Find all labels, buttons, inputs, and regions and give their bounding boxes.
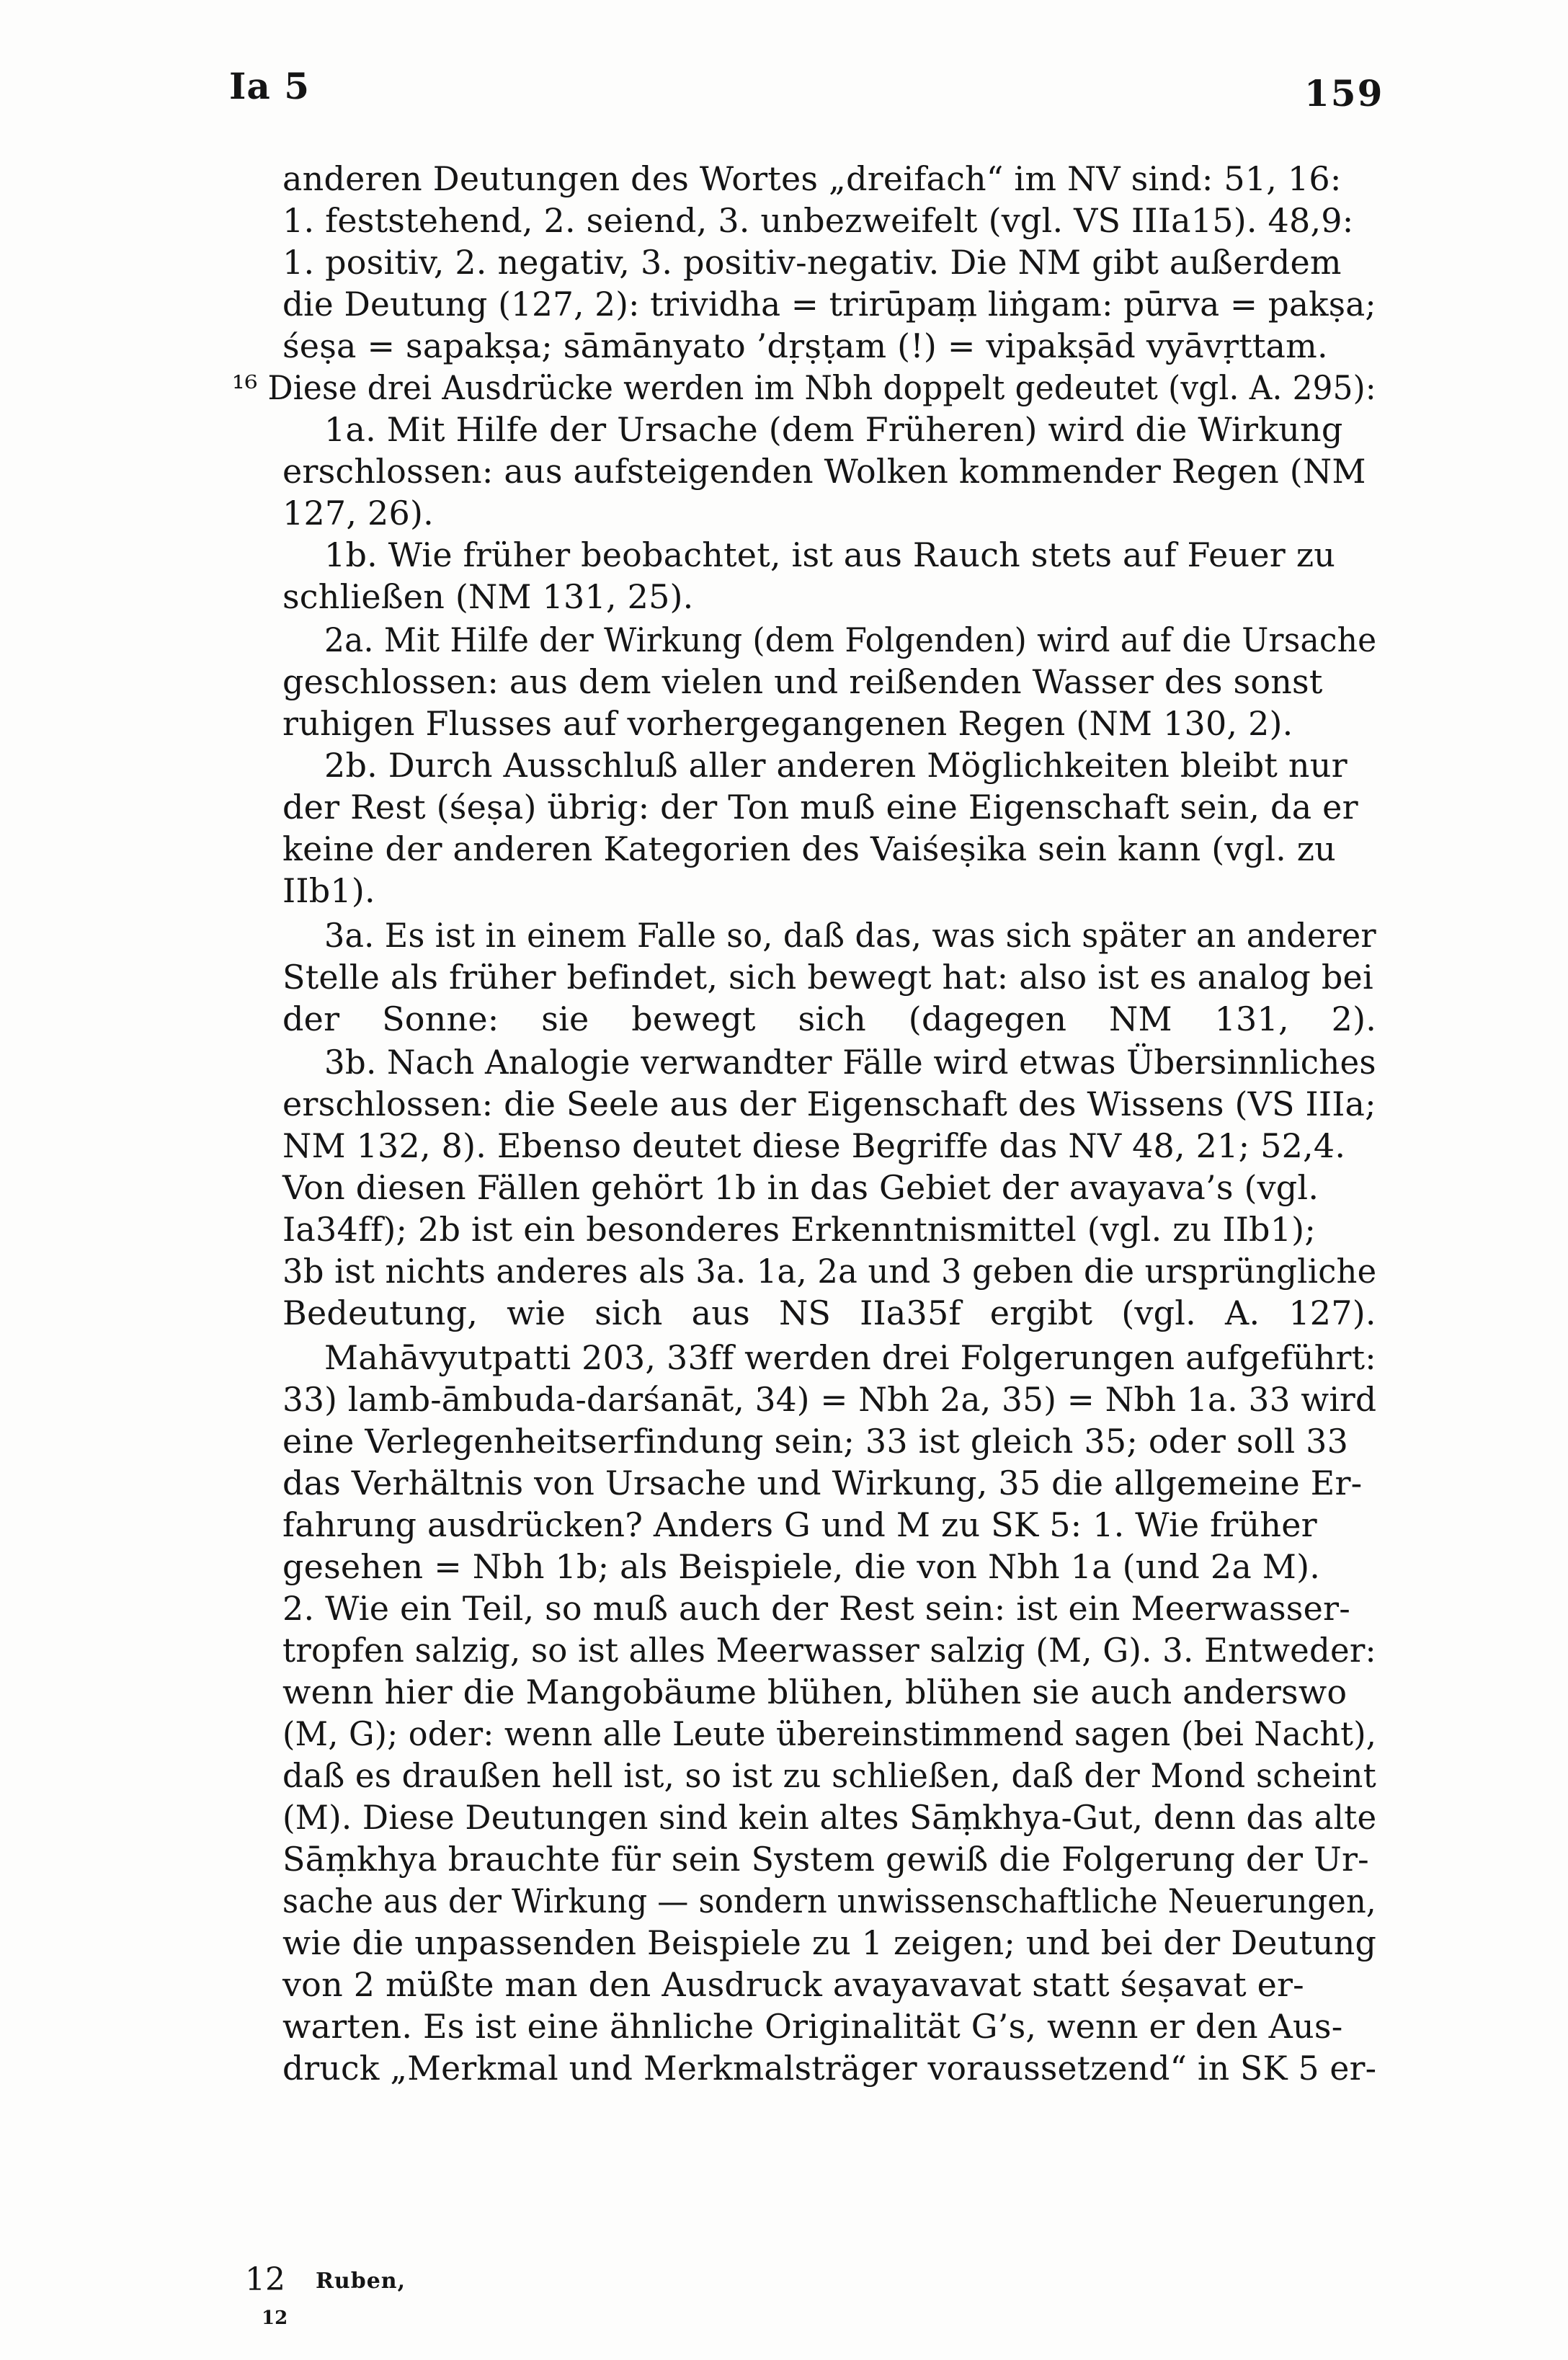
text-line-34: gesehen = Nbh 1b; als Beispiele, die von Nbh 1a (und 2a M). [282, 1547, 1321, 1586]
text-line-20: Stelle als früher befindet, sich bewegt hat: also ist es analog bei [282, 958, 1373, 997]
bottom-mark: 12 [262, 2307, 288, 2329]
text-line-42: sache aus der Wirkung — sondern unwissenschaftliche Neuerungen, [282, 1882, 1376, 1920]
text-line-14: ruhigen Flusses auf vorhergegangenen Regen (NM 130, 2). [282, 704, 1293, 743]
text-line-32: das Verhältnis von Ursache und Wirkung, 35 die allgemeine Er- [282, 1464, 1363, 1502]
text-line-1: anderen Deutungen des Wortes „dreifach“ im NV sind: 51, 16: [282, 159, 1342, 198]
text-line-24: NM 132, 8). Ebenso deutet diese Begriffe das NV 48, 21; 52,4. [282, 1126, 1346, 1165]
text-line-36: tropfen salzig, so ist alles Meerwasser salzig (M, G). 3. Entweder: [282, 1631, 1376, 1670]
text-line-3: 1. positiv, 2. negativ, 3. positiv-negativ. Die NM gibt außerdem [282, 243, 1342, 282]
text-line-5: śeṣa = sapakṣa; sāmānyato ’dṛṣṭam (!) = vipakṣād vyāvṛttam. [282, 326, 1328, 365]
text-line-18: IIb1). [282, 871, 375, 910]
page-number: 159 [1304, 72, 1384, 115]
text-line-26: Ia34ff); 2b ist ein besonderes Erkenntnismittel (vgl. zu IIb1); [282, 1210, 1317, 1249]
text-line-2: 1. feststehend, 2. seiend, 3. unbezweifelt (vgl. VS IIIa15). 48,9: [282, 201, 1354, 240]
text-line-25: Von diesen Fällen gehört 1b in das Gebiet der avayava’s (vgl. [282, 1168, 1319, 1207]
text-line-30: 33) lamb-āmbuda-darśanāt, 34) = Nbh 2a, 35) = Nbh 1a. 33 wird [282, 1380, 1377, 1419]
text-line-9: 127, 26). [282, 494, 434, 533]
text-line-13: geschlossen: aus dem vielen und reißenden Wasser des sonst [282, 662, 1323, 701]
text-line-19: 3a. Es ist in einem Falle so, daß das, was sich später an anderer [324, 916, 1376, 955]
text-line-15: 2b. Durch Ausschluß aller anderen Möglichkeiten bleibt nur [324, 746, 1348, 785]
text-line-43: wie die unpassenden Beispiele zu 1 zeigen; und bei der Deutung [282, 1923, 1377, 1962]
text-line-38: (M, G); oder: wenn alle Leute übereinstimmend sagen (bei Nacht), [282, 1714, 1377, 1753]
text-line-33: fahrung ausdrücken? Anders G und M zu SK 5: 1. Wie früher [282, 1505, 1317, 1544]
text-line-41: Sāṃkhya brauchte für sein System gewiß die Folgerung der Ur- [282, 1840, 1369, 1879]
text-line-7: 1a. Mit Hilfe der Ursache (dem Früheren) wird die Wirkung [324, 410, 1343, 449]
text-line-22: 3b. Nach Analogie verwandter Fälle wird etwas Übersinnliches [324, 1043, 1376, 1082]
text-line-11: schließen (NM 131, 25). [282, 577, 694, 616]
text-line-35: 2. Wie ein Teil, so muß auch der Rest sein: ist ein Meerwasser- [282, 1589, 1350, 1628]
text-line-31: eine Verlegenheitserfindung sein; 33 ist gleich 35; oder soll 33 [282, 1422, 1349, 1461]
text-line-37: wenn hier die Mangobäume blühen, blühen sie auch anderswo [282, 1673, 1348, 1711]
text-line-12: 2a. Mit Hilfe der Wirkung (dem Folgenden) wird auf die Ursache [324, 620, 1377, 659]
text-line-27: 3b ist nichts anderes als 3a. 1a, 2a und 3 geben die ursprüngliche [282, 1252, 1377, 1291]
text-line-40: (M). Diese Deutungen sind kein altes Sāṃkhya-Gut, denn das alte [282, 1798, 1377, 1837]
text-line-39: daß es draußen hell ist, so ist zu schließen, daß der Mond scheint [282, 1756, 1376, 1795]
text-line-23: erschlossen: die Seele aus der Eigenschaft des Wissens (VS IIIa; [282, 1085, 1376, 1123]
text-line-29: Mahāvyutpatti 203, 33ff werden drei Folgerungen aufgeführt: [324, 1338, 1376, 1377]
text-line-28: Bedeutung, wie sich aus NS IIa35f ergibt (vgl. A. 127). [282, 1293, 1376, 1332]
signature-name: Ruben, [316, 2268, 406, 2294]
running-head-section: Ia 5 [229, 65, 310, 107]
text-line-6: ¹⁶ Diese drei Ausdrücke werden im Nbh doppelt gedeutet (vgl. A. 295): [232, 368, 1376, 407]
text-line-45: warten. Es ist eine ähnliche Originalität G’s, wenn er den Aus- [282, 2007, 1343, 2046]
text-line-10: 1b. Wie früher beobachtet, ist aus Rauch stets auf Feuer zu [324, 535, 1336, 574]
text-line-46: druck „Merkmal und Merkmalsträger voraussetzend“ in SK 5 er- [282, 2049, 1377, 2088]
text-line-21: der Sonne: sie bewegt sich (dagegen NM 131, 2). [282, 999, 1377, 1038]
text-line-8: erschlossen: aus aufsteigenden Wolken kommender Regen (NM [282, 452, 1366, 491]
signature-number: 12 [245, 2261, 285, 2298]
text-line-44: von 2 müßte man den Ausdruck avayavavat statt śeṣavat er- [282, 1965, 1304, 2004]
text-line-17: keine der anderen Kategorien des Vaiśeṣika sein kann (vgl. zu [282, 829, 1337, 868]
text-line-16: der Rest (śeṣa) übrig: der Ton muß eine Eigenschaft sein, da er [282, 788, 1358, 827]
text-line-4: die Deutung (127, 2): trividha = trirūpaṃ liṅgam: pūrva = pakṣa; [282, 285, 1376, 324]
